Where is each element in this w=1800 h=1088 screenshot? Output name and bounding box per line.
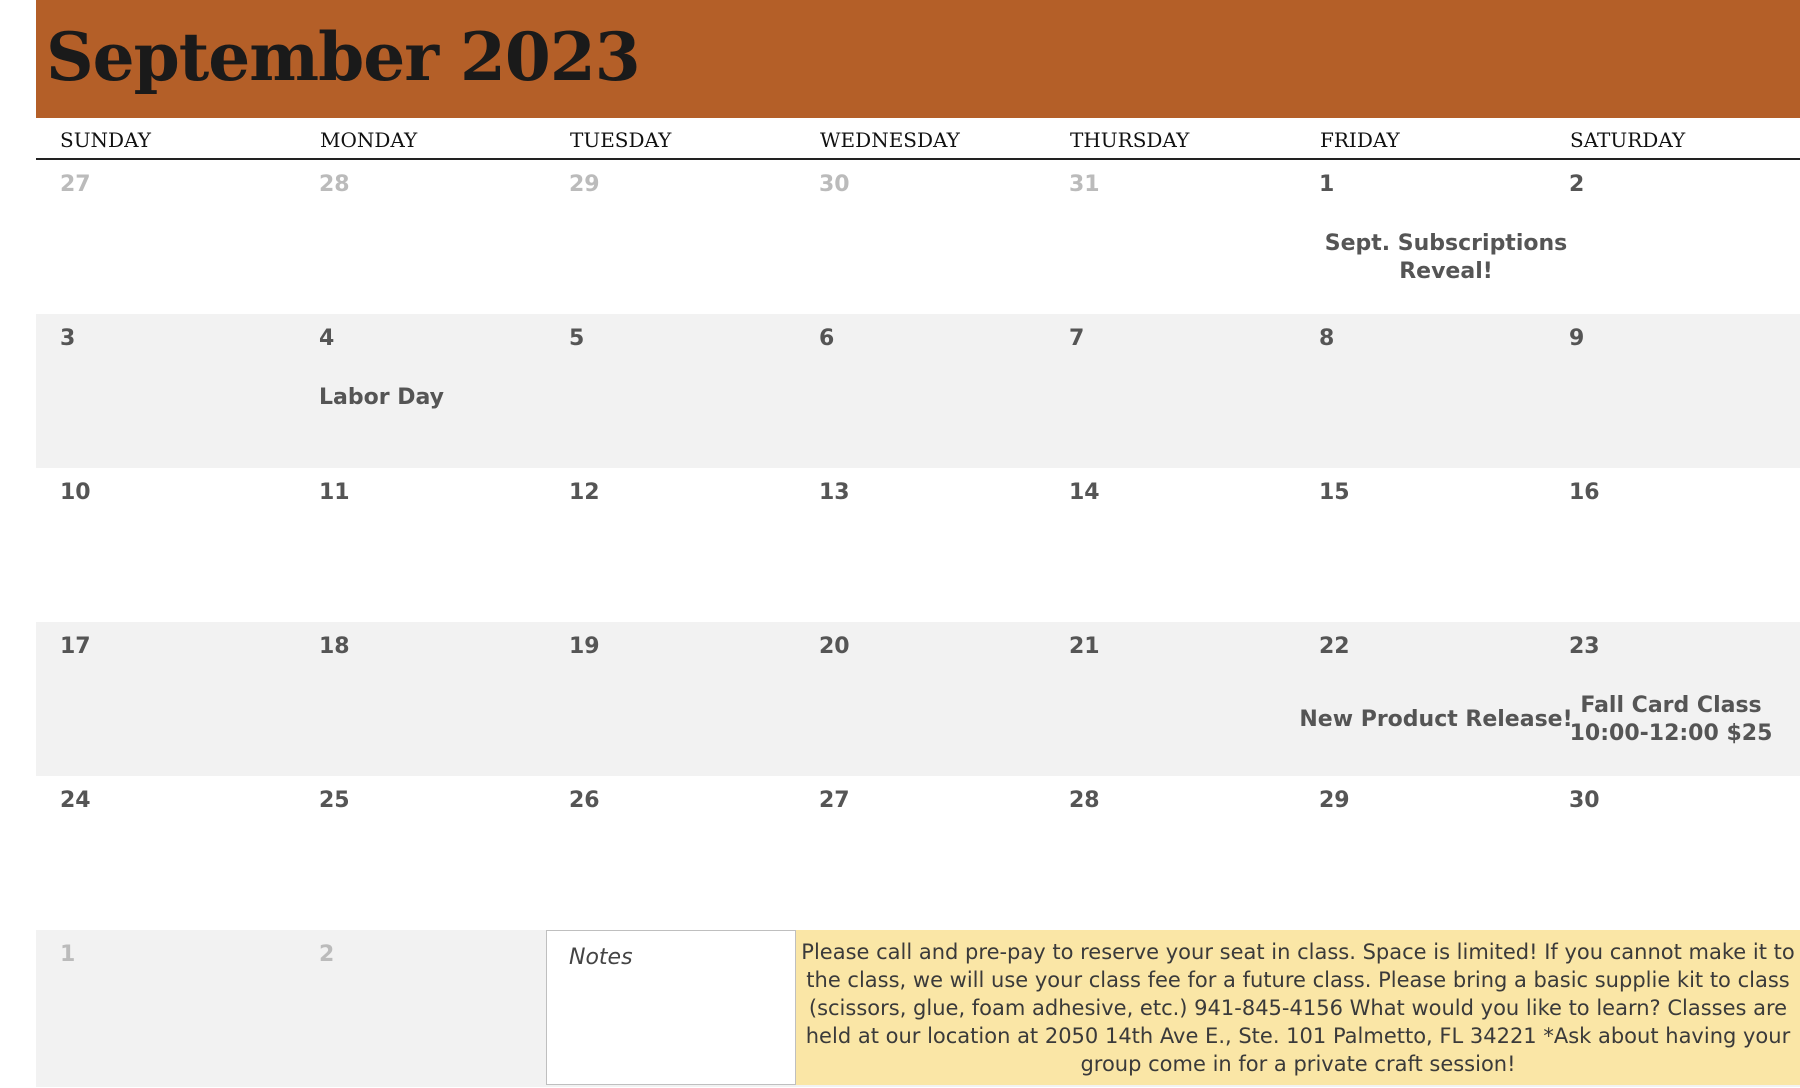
day-number: 1 [1319, 172, 1335, 197]
day-number: 13 [819, 480, 850, 505]
day-number: 31 [1069, 172, 1100, 197]
weekday-wednesday: WEDNESDAY [820, 128, 960, 152]
day-number: 4 [319, 326, 335, 351]
event-fall-card-time: 10:00-12:00 $25 [1569, 721, 1773, 746]
day-number: 28 [1069, 788, 1100, 813]
week-row-5 [36, 776, 1800, 930]
day-number: 24 [60, 788, 91, 813]
day-number: 28 [319, 172, 350, 197]
notes-box[interactable] [546, 930, 796, 1085]
day-number: 27 [60, 172, 91, 197]
day-number: 25 [319, 788, 350, 813]
calendar-sheet [36, 0, 1800, 1087]
day-number: 30 [819, 172, 850, 197]
day-number: 8 [1319, 326, 1335, 351]
day-number: 29 [569, 172, 600, 197]
event-new-product-release: New Product Release! [1299, 707, 1573, 732]
day-number: 7 [1069, 326, 1085, 351]
day-number: 2 [319, 942, 335, 967]
week-row-6 [36, 930, 1800, 1087]
day-number: 14 [1069, 480, 1100, 505]
day-number: 22 [1319, 634, 1350, 659]
day-number: 17 [60, 634, 91, 659]
day-number: 9 [1569, 326, 1585, 351]
day-number: 26 [569, 788, 600, 813]
day-number: 12 [569, 480, 600, 505]
day-number: 30 [1569, 788, 1600, 813]
event-fall-card-class [1556, 692, 1786, 748]
event-labor-day: Labor Day [319, 385, 445, 410]
day-number: 15 [1319, 480, 1350, 505]
weekday-thursday: THURSDAY [1070, 128, 1190, 152]
day-number: 27 [819, 788, 850, 813]
event-fall-card-title: Fall Card Class [1580, 693, 1762, 718]
day-number: 21 [1069, 634, 1100, 659]
day-number: 10 [60, 480, 91, 505]
day-number: 5 [569, 326, 585, 351]
notes-label: Notes [569, 945, 633, 970]
day-number: 1 [60, 942, 76, 967]
calendar-title: September 2023 [46, 18, 640, 96]
week-row-2 [36, 314, 1800, 468]
weekday-header-row [36, 118, 1800, 160]
day-number: 29 [1319, 788, 1350, 813]
day-number: 23 [1569, 634, 1600, 659]
title-bar [36, 0, 1800, 118]
weekday-tuesday: TUESDAY [570, 128, 672, 152]
day-number: 3 [60, 326, 76, 351]
class-info-notice: Please call and pre-pay to reserve your seat in class. Space is limited! If you cannot make it to the class, we will use your class fee for a future class. Please bring a basic supplie kit to class (scissors, glue, foam adhesive, etc.) 941-845-4156 What would you like to learn? Classes are held at our location at 2050 14th Ave E., Ste. 101 Palmetto, FL 34221 *Ask about having your group come in for a private craft session! [796, 930, 1800, 1085]
day-number: 19 [569, 634, 600, 659]
weekday-monday: MONDAY [320, 128, 418, 152]
weekday-sunday: SUNDAY [60, 128, 151, 152]
week-row-1 [36, 160, 1800, 314]
week-row-4 [36, 622, 1800, 776]
weekday-saturday: SATURDAY [1570, 128, 1686, 152]
weekday-friday: FRIDAY [1320, 128, 1400, 152]
week-row-3 [36, 468, 1800, 622]
event-sept-subscriptions: Sept. Subscriptions Reveal! [1324, 231, 1568, 284]
day-number: 16 [1569, 480, 1600, 505]
day-number: 18 [319, 634, 350, 659]
day-number: 11 [319, 480, 350, 505]
day-number: 2 [1569, 172, 1585, 197]
day-number: 20 [819, 634, 850, 659]
day-number: 6 [819, 326, 835, 351]
